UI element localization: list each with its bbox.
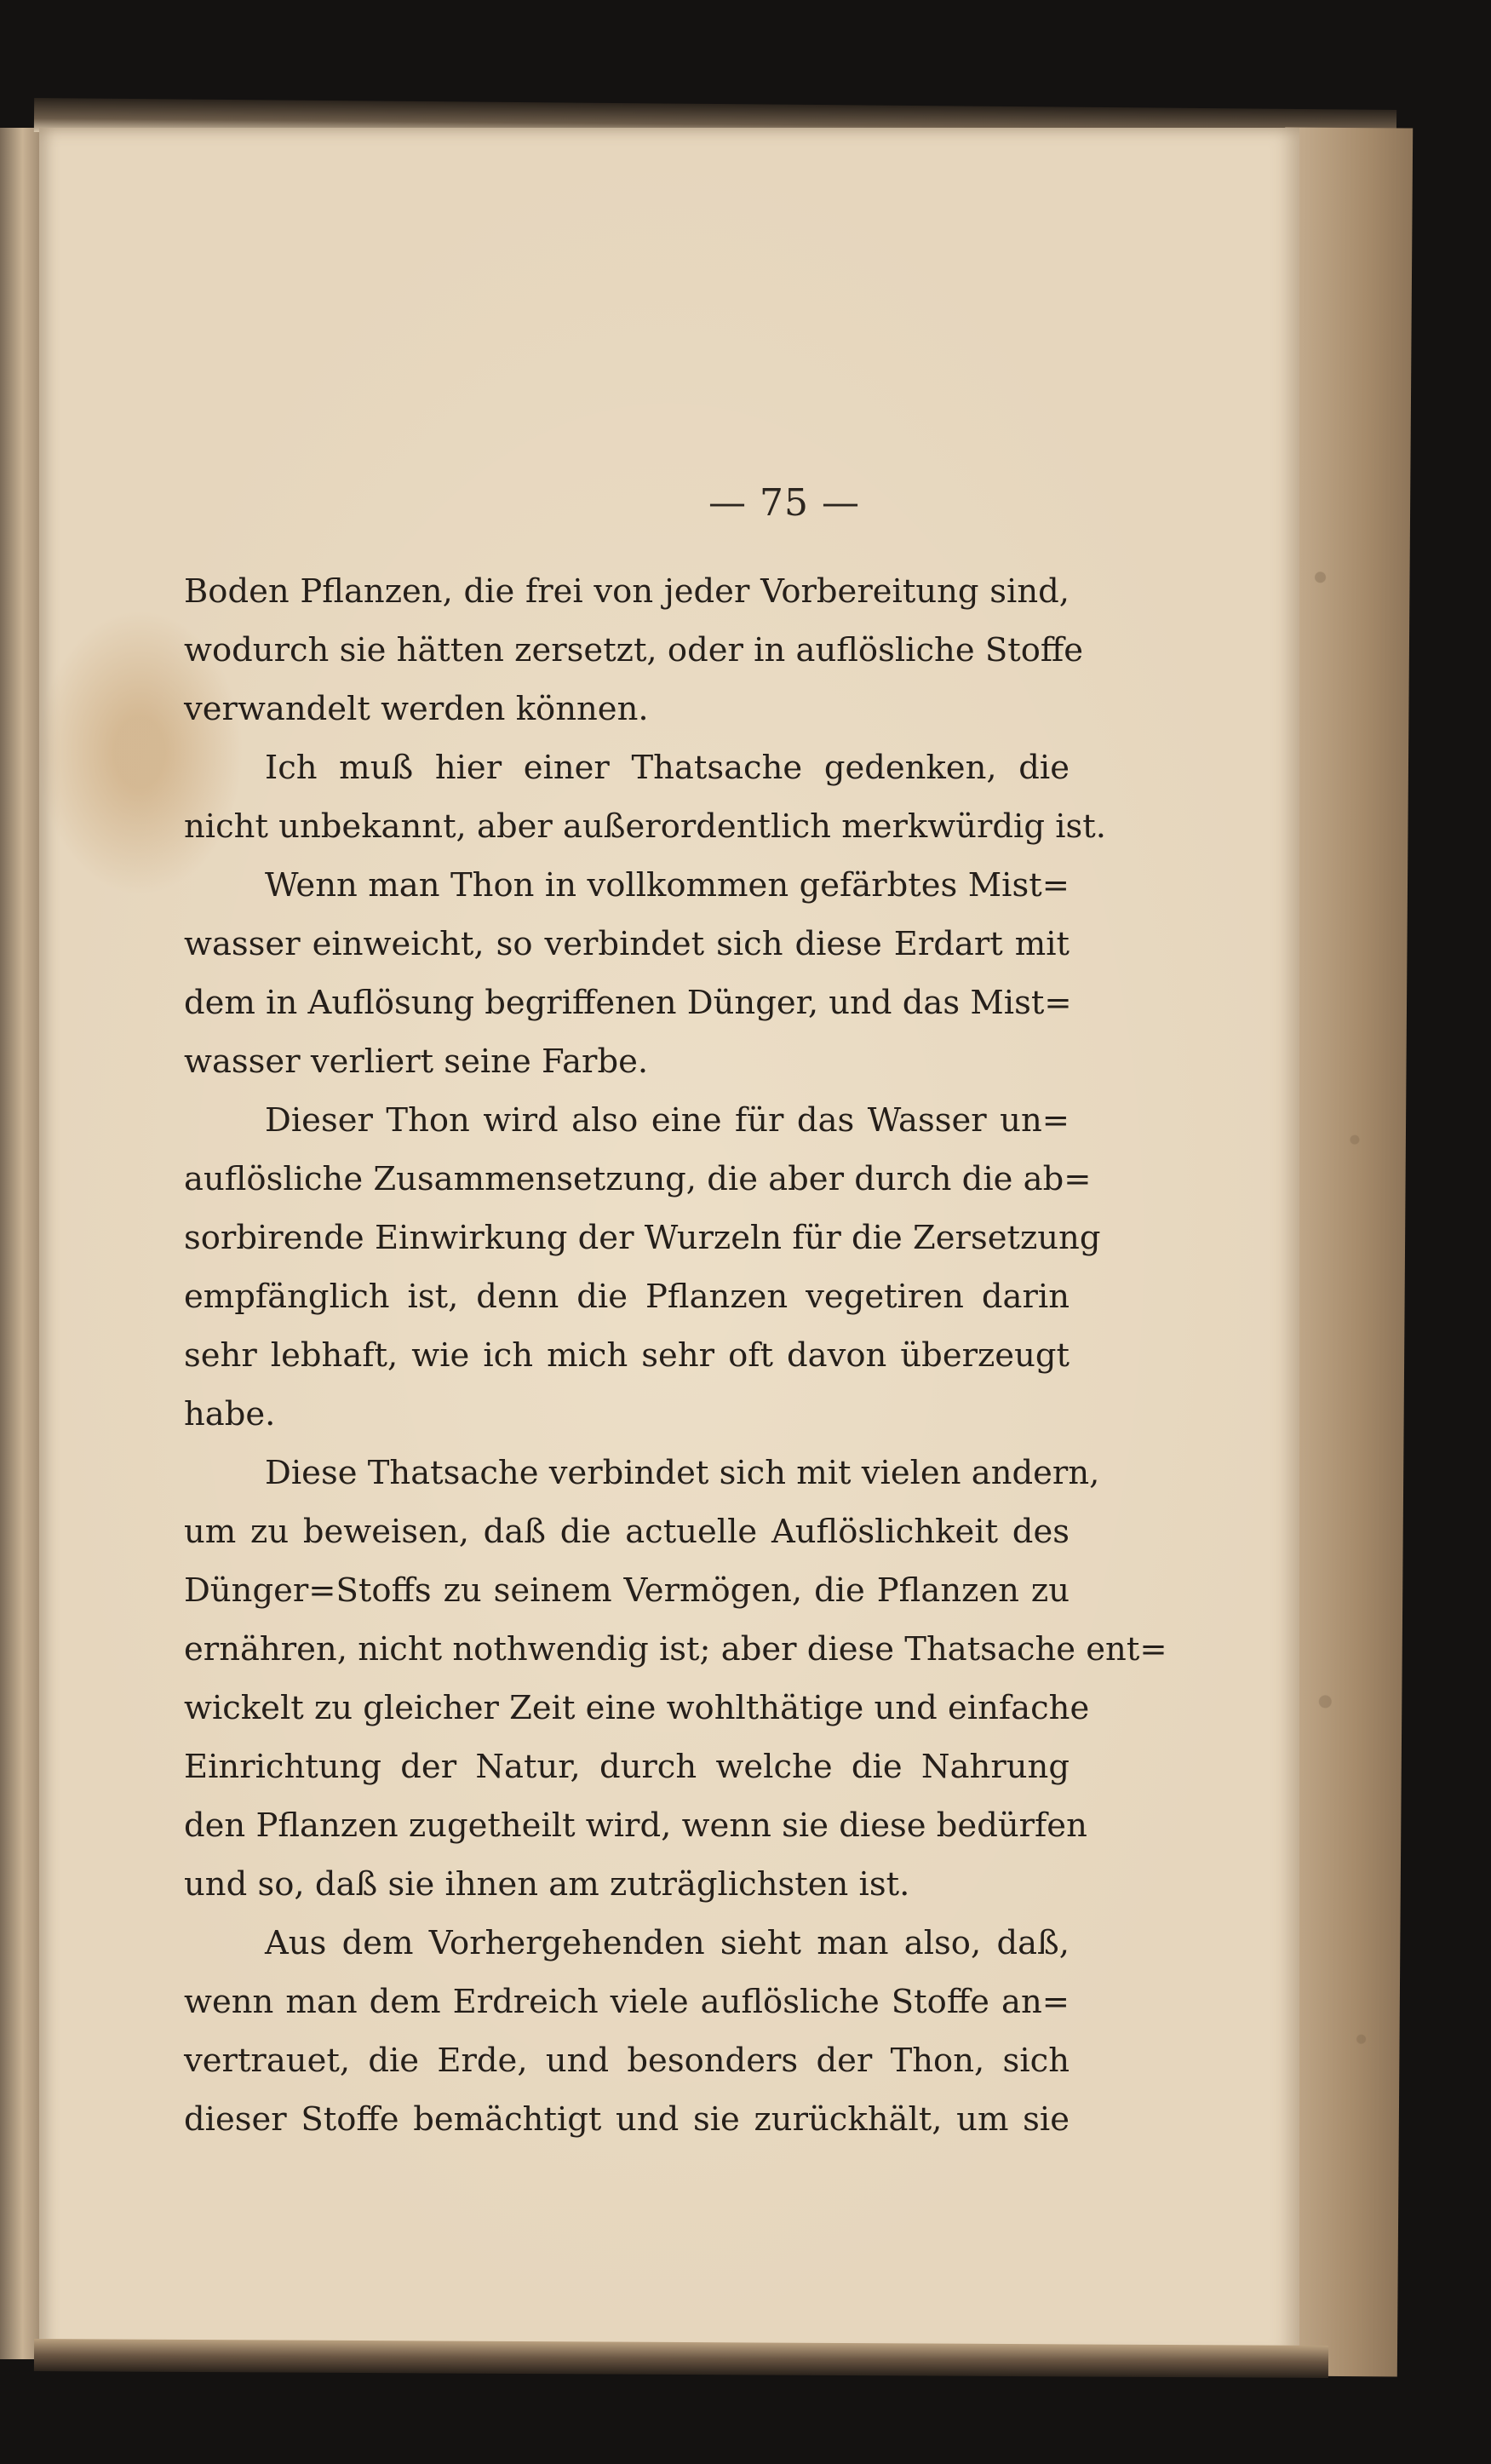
text-line: sorbirende Einwirkung der Wurzeln für die Zersetzung xyxy=(184,1219,1101,1257)
text-line: um zu beweisen, daß die actuelle Auflöslichkeit des xyxy=(184,1513,1070,1551)
text-line: wenn man dem Erdreich viele auflösliche Stoffe an= xyxy=(184,1983,1070,2021)
facing-page-edge xyxy=(0,128,41,2359)
text-line: verwandelt werden können. xyxy=(184,690,649,728)
text-line: empfänglich ist, denn die Pflanzen vegetiren darin xyxy=(184,1278,1070,1316)
body-text xyxy=(184,562,1167,2149)
text-line: vertrauet, die Erde, und besonders der Thon, sich xyxy=(184,2042,1070,2080)
text-line: Diese Thatsache verbindet sich mit vielen andern, xyxy=(265,1454,1100,1492)
text-line: und so, daß sie ihnen am zuträglichsten ist. xyxy=(184,1865,910,1904)
text-line: Wenn man Thon in vollkommen gefärbtes Mist= xyxy=(265,866,1070,905)
text-line: Aus dem Vorhergehenden sieht man also, daß, xyxy=(265,1924,1070,1962)
text-line: Ich muß hier einer Thatsache gedenken, die xyxy=(265,749,1070,787)
text-line: wasser verliert seine Farbe. xyxy=(184,1042,649,1081)
text-line: Dünger=Stoffs zu seinem Vermögen, die Pflanzen zu xyxy=(184,1571,1070,1610)
text-line: ernähren, nicht nothwendig ist; aber diese Thatsache ent= xyxy=(184,1630,1167,1669)
text-line: habe. xyxy=(184,1395,276,1433)
text-line: wodurch sie hätten zersetzt, oder in auflösliche Stoffe xyxy=(184,631,1084,669)
text-line: nicht unbekannt, aber außerordentlich merkwürdig ist. xyxy=(184,807,1107,846)
book-page xyxy=(39,128,1299,2359)
page-number: — 75 — xyxy=(708,481,860,525)
text-line: dieser Stoffe bemächtigt und sie zurückhält, um sie xyxy=(184,2100,1070,2139)
text-line: Einrichtung der Natur, durch welche die Nahrung xyxy=(184,1748,1070,1786)
text-line: wickelt zu gleicher Zeit eine wohlthätige und einfache xyxy=(184,1689,1090,1727)
text-line: wasser einweicht, so verbindet sich diese Erdart mit xyxy=(184,925,1070,963)
text-line: dem in Auflösung begriffenen Dünger, und das Mist= xyxy=(184,984,1072,1022)
text-line: sehr lebhaft, wie ich mich sehr oft davon überzeugt xyxy=(184,1336,1070,1375)
text-line: den Pflanzen zugetheilt wird, wenn sie diese bedürfen xyxy=(184,1806,1087,1845)
text-line: Boden Pflanzen, die frei von jeder Vorbereitung sind, xyxy=(184,572,1070,611)
text-line: auflösliche Zusammensetzung, die aber durch die ab= xyxy=(184,1160,1092,1198)
text-line: Dieser Thon wird also eine für das Wasser un= xyxy=(265,1101,1070,1140)
bottom-page-edge xyxy=(34,2339,1328,2378)
